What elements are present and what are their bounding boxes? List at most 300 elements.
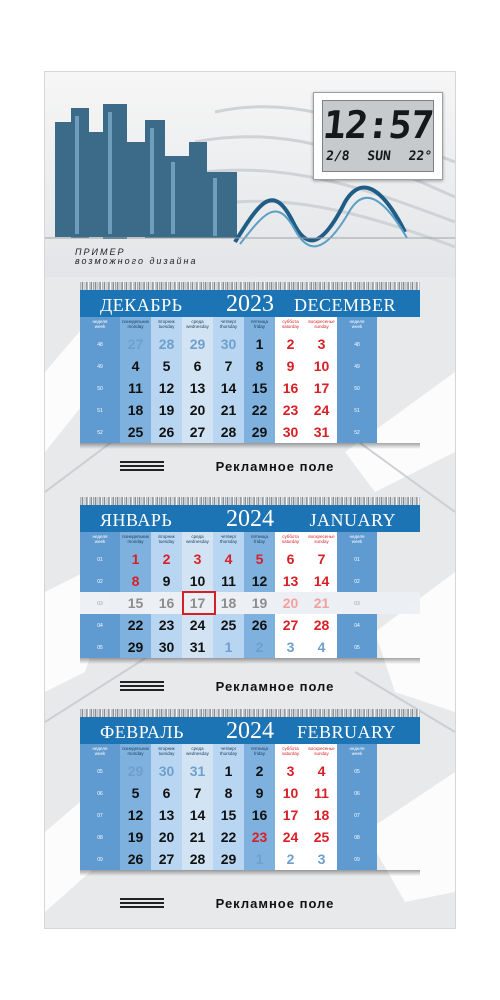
month-name-en: FEBRUARY xyxy=(296,722,396,742)
day-cell[interactable] xyxy=(244,848,275,870)
day-cell[interactable] xyxy=(120,421,151,443)
day-cell[interactable] xyxy=(306,399,337,421)
day-number: 7 xyxy=(224,358,233,374)
week-number: 02 xyxy=(354,579,360,585)
weekday-name-ru: среда xyxy=(191,534,204,539)
day-number: 3 xyxy=(317,851,326,867)
day-number: 1 xyxy=(255,336,264,352)
week-number-cell xyxy=(337,333,377,355)
day-number: 9 xyxy=(162,573,171,589)
day-number: 2 xyxy=(162,551,171,567)
day-cell[interactable] xyxy=(306,592,337,614)
day-cell[interactable] xyxy=(151,804,182,826)
weekday-name-ru: неделя xyxy=(349,319,365,324)
day-cell[interactable] xyxy=(306,614,337,636)
week-number-cell xyxy=(80,355,120,377)
day-number: 3 xyxy=(193,551,202,567)
day-number: 23 xyxy=(158,617,175,633)
day-cell[interactable] xyxy=(244,782,275,804)
day-cell[interactable] xyxy=(120,377,151,399)
day-number: 24 xyxy=(282,829,299,845)
day-cell[interactable] xyxy=(151,614,182,636)
week-row xyxy=(80,782,420,804)
day-cell[interactable] xyxy=(151,592,182,614)
weekday-header-cell xyxy=(151,532,182,548)
day-cell[interactable] xyxy=(306,826,337,848)
month-header xyxy=(80,505,420,532)
day-number: 21 xyxy=(313,595,330,611)
day-number: 28 xyxy=(220,424,237,440)
week-number: 03 xyxy=(97,601,103,607)
day-cell[interactable] xyxy=(275,355,306,377)
week-row xyxy=(80,399,420,421)
week-number-cell xyxy=(337,377,377,399)
month-year: 2023 xyxy=(226,291,274,317)
day-number: 6 xyxy=(193,358,202,374)
weekday-name-en: saturday xyxy=(281,751,300,756)
week-number: 06 xyxy=(97,791,103,797)
week-number: 09 xyxy=(97,857,103,863)
day-cell[interactable] xyxy=(275,760,306,782)
week-number: 08 xyxy=(354,835,360,841)
wall-clock xyxy=(313,92,443,180)
day-number: 7 xyxy=(317,551,326,567)
day-number: 5 xyxy=(255,551,264,567)
day-cell[interactable] xyxy=(306,548,337,570)
day-number: 24 xyxy=(189,617,206,633)
week-number-cell xyxy=(80,548,120,570)
weekday-header-row xyxy=(80,532,420,548)
day-cell[interactable] xyxy=(213,377,244,399)
week-number: 49 xyxy=(354,364,360,370)
day-number: 29 xyxy=(127,763,144,779)
day-number: 18 xyxy=(220,595,237,611)
weekday-name-en: sunday xyxy=(314,751,329,756)
week-number: 07 xyxy=(97,813,103,819)
day-number: 13 xyxy=(282,573,299,589)
weekday-header-cell xyxy=(213,532,244,548)
day-cell[interactable] xyxy=(275,848,306,870)
day-number: 22 xyxy=(251,402,268,418)
day-cell[interactable] xyxy=(213,760,244,782)
day-cell[interactable] xyxy=(182,421,213,443)
day-number: 17 xyxy=(313,380,330,396)
day-cell[interactable] xyxy=(120,782,151,804)
weekday-header-row xyxy=(80,744,420,760)
day-number: 2 xyxy=(286,336,295,352)
day-cell[interactable] xyxy=(244,760,275,782)
day-cell[interactable] xyxy=(213,782,244,804)
week-row xyxy=(80,826,420,848)
day-cell[interactable] xyxy=(120,399,151,421)
day-cell[interactable] xyxy=(244,421,275,443)
week-number: 05 xyxy=(97,645,103,651)
day-cell[interactable] xyxy=(244,614,275,636)
week-row xyxy=(80,548,420,570)
day-cell[interactable] xyxy=(275,782,306,804)
month-year: 2024 xyxy=(226,718,274,744)
week-number-cell xyxy=(80,804,120,826)
day-number: 1 xyxy=(224,763,233,779)
week-number: 05 xyxy=(97,769,103,775)
day-cell[interactable] xyxy=(151,636,182,658)
week-number-cell xyxy=(337,826,377,848)
week-number-cell xyxy=(337,399,377,421)
weekday-name-ru: суббота xyxy=(282,534,299,539)
day-cell[interactable] xyxy=(151,377,182,399)
day-cell[interactable] xyxy=(275,377,306,399)
ad-field-label: Рекламное поле xyxy=(215,896,335,911)
week-number-cell xyxy=(80,421,120,443)
day-cell[interactable] xyxy=(120,355,151,377)
day-cell[interactable] xyxy=(275,804,306,826)
week-number: 04 xyxy=(97,623,103,629)
day-cell[interactable] xyxy=(182,782,213,804)
day-cell[interactable] xyxy=(182,548,213,570)
day-cell[interactable] xyxy=(275,570,306,592)
month-year: 2024 xyxy=(226,506,274,532)
day-number: 21 xyxy=(189,829,206,845)
day-number: 23 xyxy=(251,829,268,845)
day-cell[interactable] xyxy=(306,782,337,804)
day-number: 14 xyxy=(220,380,237,396)
day-number: 10 xyxy=(189,573,206,589)
day-cell[interactable] xyxy=(275,333,306,355)
day-number: 22 xyxy=(127,617,144,633)
weekday-header-cell xyxy=(306,532,337,548)
week-number: 50 xyxy=(97,386,103,392)
week-number: 02 xyxy=(97,579,103,585)
week-number-cell xyxy=(80,570,120,592)
week-number-cell xyxy=(337,614,377,636)
week-row xyxy=(80,421,420,443)
day-cell[interactable] xyxy=(182,826,213,848)
day-number: 15 xyxy=(220,807,237,823)
weekday-name-ru: четверг xyxy=(220,319,237,324)
weekday-name-ru: воскресенье xyxy=(308,746,335,751)
week-number-cell xyxy=(80,377,120,399)
day-cell[interactable] xyxy=(151,355,182,377)
day-cell[interactable] xyxy=(306,848,337,870)
day-cell[interactable] xyxy=(213,399,244,421)
weekday-name-en: saturday xyxy=(281,324,300,329)
day-number: 11 xyxy=(128,380,143,396)
day-cell[interactable] xyxy=(306,760,337,782)
weekday-name-en: thursday xyxy=(219,324,238,329)
day-cell[interactable] xyxy=(244,355,275,377)
week-number: 49 xyxy=(97,364,103,370)
day-number: 3 xyxy=(317,336,326,352)
day-number: 29 xyxy=(189,336,206,352)
day-cell[interactable] xyxy=(275,399,306,421)
day-number: 15 xyxy=(251,380,268,396)
week-number-cell xyxy=(337,636,377,658)
day-number: 18 xyxy=(127,402,144,418)
day-number: 11 xyxy=(221,573,236,589)
day-cell[interactable] xyxy=(244,548,275,570)
month-header xyxy=(80,290,420,317)
day-cell[interactable] xyxy=(120,848,151,870)
day-cell[interactable] xyxy=(151,826,182,848)
weekday-header-cell xyxy=(80,532,120,548)
weekday-name-en: week xyxy=(351,539,363,544)
day-number: 8 xyxy=(224,785,233,801)
week-number: 50 xyxy=(354,386,360,392)
day-number: 19 xyxy=(158,402,175,418)
day-cell[interactable] xyxy=(213,636,244,658)
week-row xyxy=(80,848,420,870)
slogan-line-1: ПРИМЕР xyxy=(75,247,126,257)
week-number: 05 xyxy=(354,769,360,775)
day-number: 25 xyxy=(220,617,237,633)
day-cell[interactable] xyxy=(213,614,244,636)
day-cell[interactable] xyxy=(182,333,213,355)
weekday-name-ru: четверг xyxy=(220,746,237,751)
day-cell[interactable] xyxy=(120,333,151,355)
day-cell[interactable] xyxy=(244,804,275,826)
day-number: 26 xyxy=(158,424,175,440)
day-number: 8 xyxy=(255,358,264,374)
day-number: 8 xyxy=(131,573,140,589)
weekday-name-ru: понедельник xyxy=(122,746,149,751)
weekday-header-cell xyxy=(120,532,151,548)
weekday-name-en: monday xyxy=(127,324,144,329)
day-cell[interactable] xyxy=(275,548,306,570)
day-cell[interactable] xyxy=(306,570,337,592)
week-number: 51 xyxy=(97,408,103,414)
week-number: 52 xyxy=(354,430,360,436)
day-cell[interactable] xyxy=(182,355,213,377)
day-number: 27 xyxy=(282,617,299,633)
weekday-name-ru: вторник xyxy=(158,746,175,751)
day-cell[interactable] xyxy=(151,782,182,804)
week-number-cell xyxy=(337,782,377,804)
week-row xyxy=(80,760,420,782)
day-cell[interactable] xyxy=(120,570,151,592)
weekday-header-cell xyxy=(244,317,275,333)
calendar-poster xyxy=(45,72,455,928)
day-number: 2 xyxy=(286,851,295,867)
day-cell[interactable] xyxy=(213,421,244,443)
day-number: 20 xyxy=(282,595,299,611)
day-number: 27 xyxy=(189,424,206,440)
month-block-3 xyxy=(80,709,420,870)
day-cell[interactable] xyxy=(275,592,306,614)
week-row xyxy=(80,636,420,658)
weekday-name-en: thursday xyxy=(219,751,238,756)
month-name-ru: ДЕКАБРЬ xyxy=(100,295,183,315)
week-number-cell xyxy=(80,592,120,614)
day-cell[interactable] xyxy=(244,377,275,399)
day-cell[interactable] xyxy=(120,636,151,658)
day-cell[interactable] xyxy=(244,399,275,421)
day-number: 11 xyxy=(314,785,329,801)
week-row xyxy=(80,592,420,614)
weekday-header-cell xyxy=(120,317,151,333)
day-cell[interactable] xyxy=(275,636,306,658)
day-number: 26 xyxy=(127,851,144,867)
day-number: 21 xyxy=(220,402,237,418)
day-cell[interactable] xyxy=(182,848,213,870)
weekday-name-en: week xyxy=(351,324,363,329)
week-number: 01 xyxy=(97,557,103,563)
day-number: 7 xyxy=(193,785,202,801)
day-cell[interactable] xyxy=(151,399,182,421)
day-cell[interactable] xyxy=(120,826,151,848)
week-number: 51 xyxy=(354,408,360,414)
day-cell[interactable] xyxy=(275,826,306,848)
day-cell[interactable] xyxy=(182,636,213,658)
week-number-cell xyxy=(80,782,120,804)
weekday-name-ru: суббота xyxy=(282,746,299,751)
weekday-name-en: friday xyxy=(253,539,265,544)
day-number: 16 xyxy=(282,380,299,396)
week-number: 08 xyxy=(97,835,103,841)
day-number: 30 xyxy=(158,639,175,655)
day-cell[interactable] xyxy=(213,804,244,826)
day-cell[interactable] xyxy=(213,333,244,355)
week-row xyxy=(80,570,420,592)
day-number: 5 xyxy=(162,358,171,374)
day-cell[interactable] xyxy=(120,592,151,614)
week-number-cell xyxy=(337,548,377,570)
weekday-header-cell xyxy=(151,317,182,333)
weekday-header-cell xyxy=(337,744,377,760)
day-cell[interactable] xyxy=(306,355,337,377)
block-shadow xyxy=(80,870,420,876)
weekday-header-cell xyxy=(182,744,213,760)
day-number: 20 xyxy=(189,402,206,418)
day-number: 16 xyxy=(251,807,268,823)
weekday-header-cell xyxy=(213,317,244,333)
weekday-header-cell xyxy=(337,532,377,548)
day-cell[interactable] xyxy=(244,636,275,658)
day-number: 1 xyxy=(131,551,140,567)
day-number: 13 xyxy=(189,380,206,396)
day-cell[interactable] xyxy=(306,377,337,399)
week-number-cell xyxy=(80,333,120,355)
weekday-name-ru: пятница xyxy=(250,534,268,539)
week-number: 06 xyxy=(354,791,360,797)
weekday-header-cell xyxy=(306,744,337,760)
day-cell[interactable] xyxy=(182,570,213,592)
week-number: 48 xyxy=(97,342,103,348)
day-number: 25 xyxy=(127,424,144,440)
weekday-header-cell xyxy=(337,317,377,333)
day-number: 27 xyxy=(158,851,175,867)
day-number: 12 xyxy=(127,807,144,823)
day-cell[interactable] xyxy=(182,760,213,782)
day-cell[interactable] xyxy=(151,548,182,570)
day-cell[interactable] xyxy=(120,548,151,570)
day-cell[interactable] xyxy=(151,848,182,870)
week-row xyxy=(80,614,420,636)
day-number: 3 xyxy=(286,763,295,779)
day-cell[interactable] xyxy=(120,760,151,782)
day-number: 24 xyxy=(313,402,330,418)
month-header xyxy=(80,717,420,744)
weekday-header-cell xyxy=(182,532,213,548)
month-block-1 xyxy=(80,282,420,443)
week-number-cell xyxy=(80,636,120,658)
day-number: 25 xyxy=(313,829,330,845)
day-cell[interactable] xyxy=(244,333,275,355)
week-number-cell xyxy=(80,399,120,421)
day-number: 4 xyxy=(131,358,140,374)
week-number: 05 xyxy=(354,645,360,651)
day-cell[interactable] xyxy=(275,421,306,443)
day-number: 26 xyxy=(251,617,268,633)
weekday-header-cell xyxy=(80,744,120,760)
week-number-cell xyxy=(80,826,120,848)
day-number: 16 xyxy=(158,595,175,611)
weekday-name-ru: неделя xyxy=(92,746,108,751)
day-number: 17 xyxy=(189,595,206,611)
day-cell[interactable] xyxy=(306,636,337,658)
day-number: 12 xyxy=(251,573,268,589)
day-cell[interactable] xyxy=(182,399,213,421)
clock-day-month: 2/8 xyxy=(325,149,351,164)
day-cell[interactable] xyxy=(244,592,275,614)
month-name-en: DECEMBER xyxy=(293,295,396,315)
day-cell[interactable] xyxy=(306,421,337,443)
month-block-2 xyxy=(80,497,420,658)
week-number-cell xyxy=(337,804,377,826)
day-cell[interactable] xyxy=(151,421,182,443)
day-cell[interactable] xyxy=(306,333,337,355)
day-cell[interactable] xyxy=(213,592,244,614)
day-number: 14 xyxy=(189,807,206,823)
day-number: 6 xyxy=(286,551,295,567)
weekday-name-en: saturday xyxy=(281,539,300,544)
day-cell[interactable] xyxy=(182,377,213,399)
day-cell[interactable] xyxy=(213,570,244,592)
day-cell[interactable] xyxy=(120,614,151,636)
day-cell[interactable] xyxy=(182,614,213,636)
week-number-cell xyxy=(80,848,120,870)
weekday-name-ru: вторник xyxy=(158,319,175,324)
weekday-header-cell xyxy=(244,532,275,548)
day-cell[interactable] xyxy=(120,804,151,826)
day-cell[interactable] xyxy=(213,548,244,570)
day-cell[interactable] xyxy=(213,355,244,377)
day-cell[interactable] xyxy=(182,804,213,826)
day-cell[interactable] xyxy=(244,570,275,592)
day-number: 19 xyxy=(127,829,144,845)
day-number: 29 xyxy=(220,851,237,867)
block-shadow xyxy=(80,658,420,664)
day-number: 2 xyxy=(255,639,264,655)
day-cell[interactable] xyxy=(275,614,306,636)
weekday-name-en: monday xyxy=(127,539,144,544)
weekday-name-en: monday xyxy=(127,751,144,756)
day-number: 29 xyxy=(251,424,268,440)
weekday-name-ru: неделя xyxy=(92,319,108,324)
day-number: 30 xyxy=(158,763,175,779)
day-cell[interactable] xyxy=(151,333,182,355)
weekday-header-cell xyxy=(213,744,244,760)
day-cell[interactable] xyxy=(213,848,244,870)
day-cell[interactable] xyxy=(244,826,275,848)
day-cell[interactable] xyxy=(151,760,182,782)
weekday-name-en: friday xyxy=(253,324,265,329)
day-number: 2 xyxy=(255,763,264,779)
day-cell[interactable] xyxy=(151,570,182,592)
day-cell[interactable] xyxy=(213,826,244,848)
day-cell[interactable] xyxy=(306,804,337,826)
week-number-cell xyxy=(80,614,120,636)
weekday-header-cell xyxy=(275,317,306,333)
